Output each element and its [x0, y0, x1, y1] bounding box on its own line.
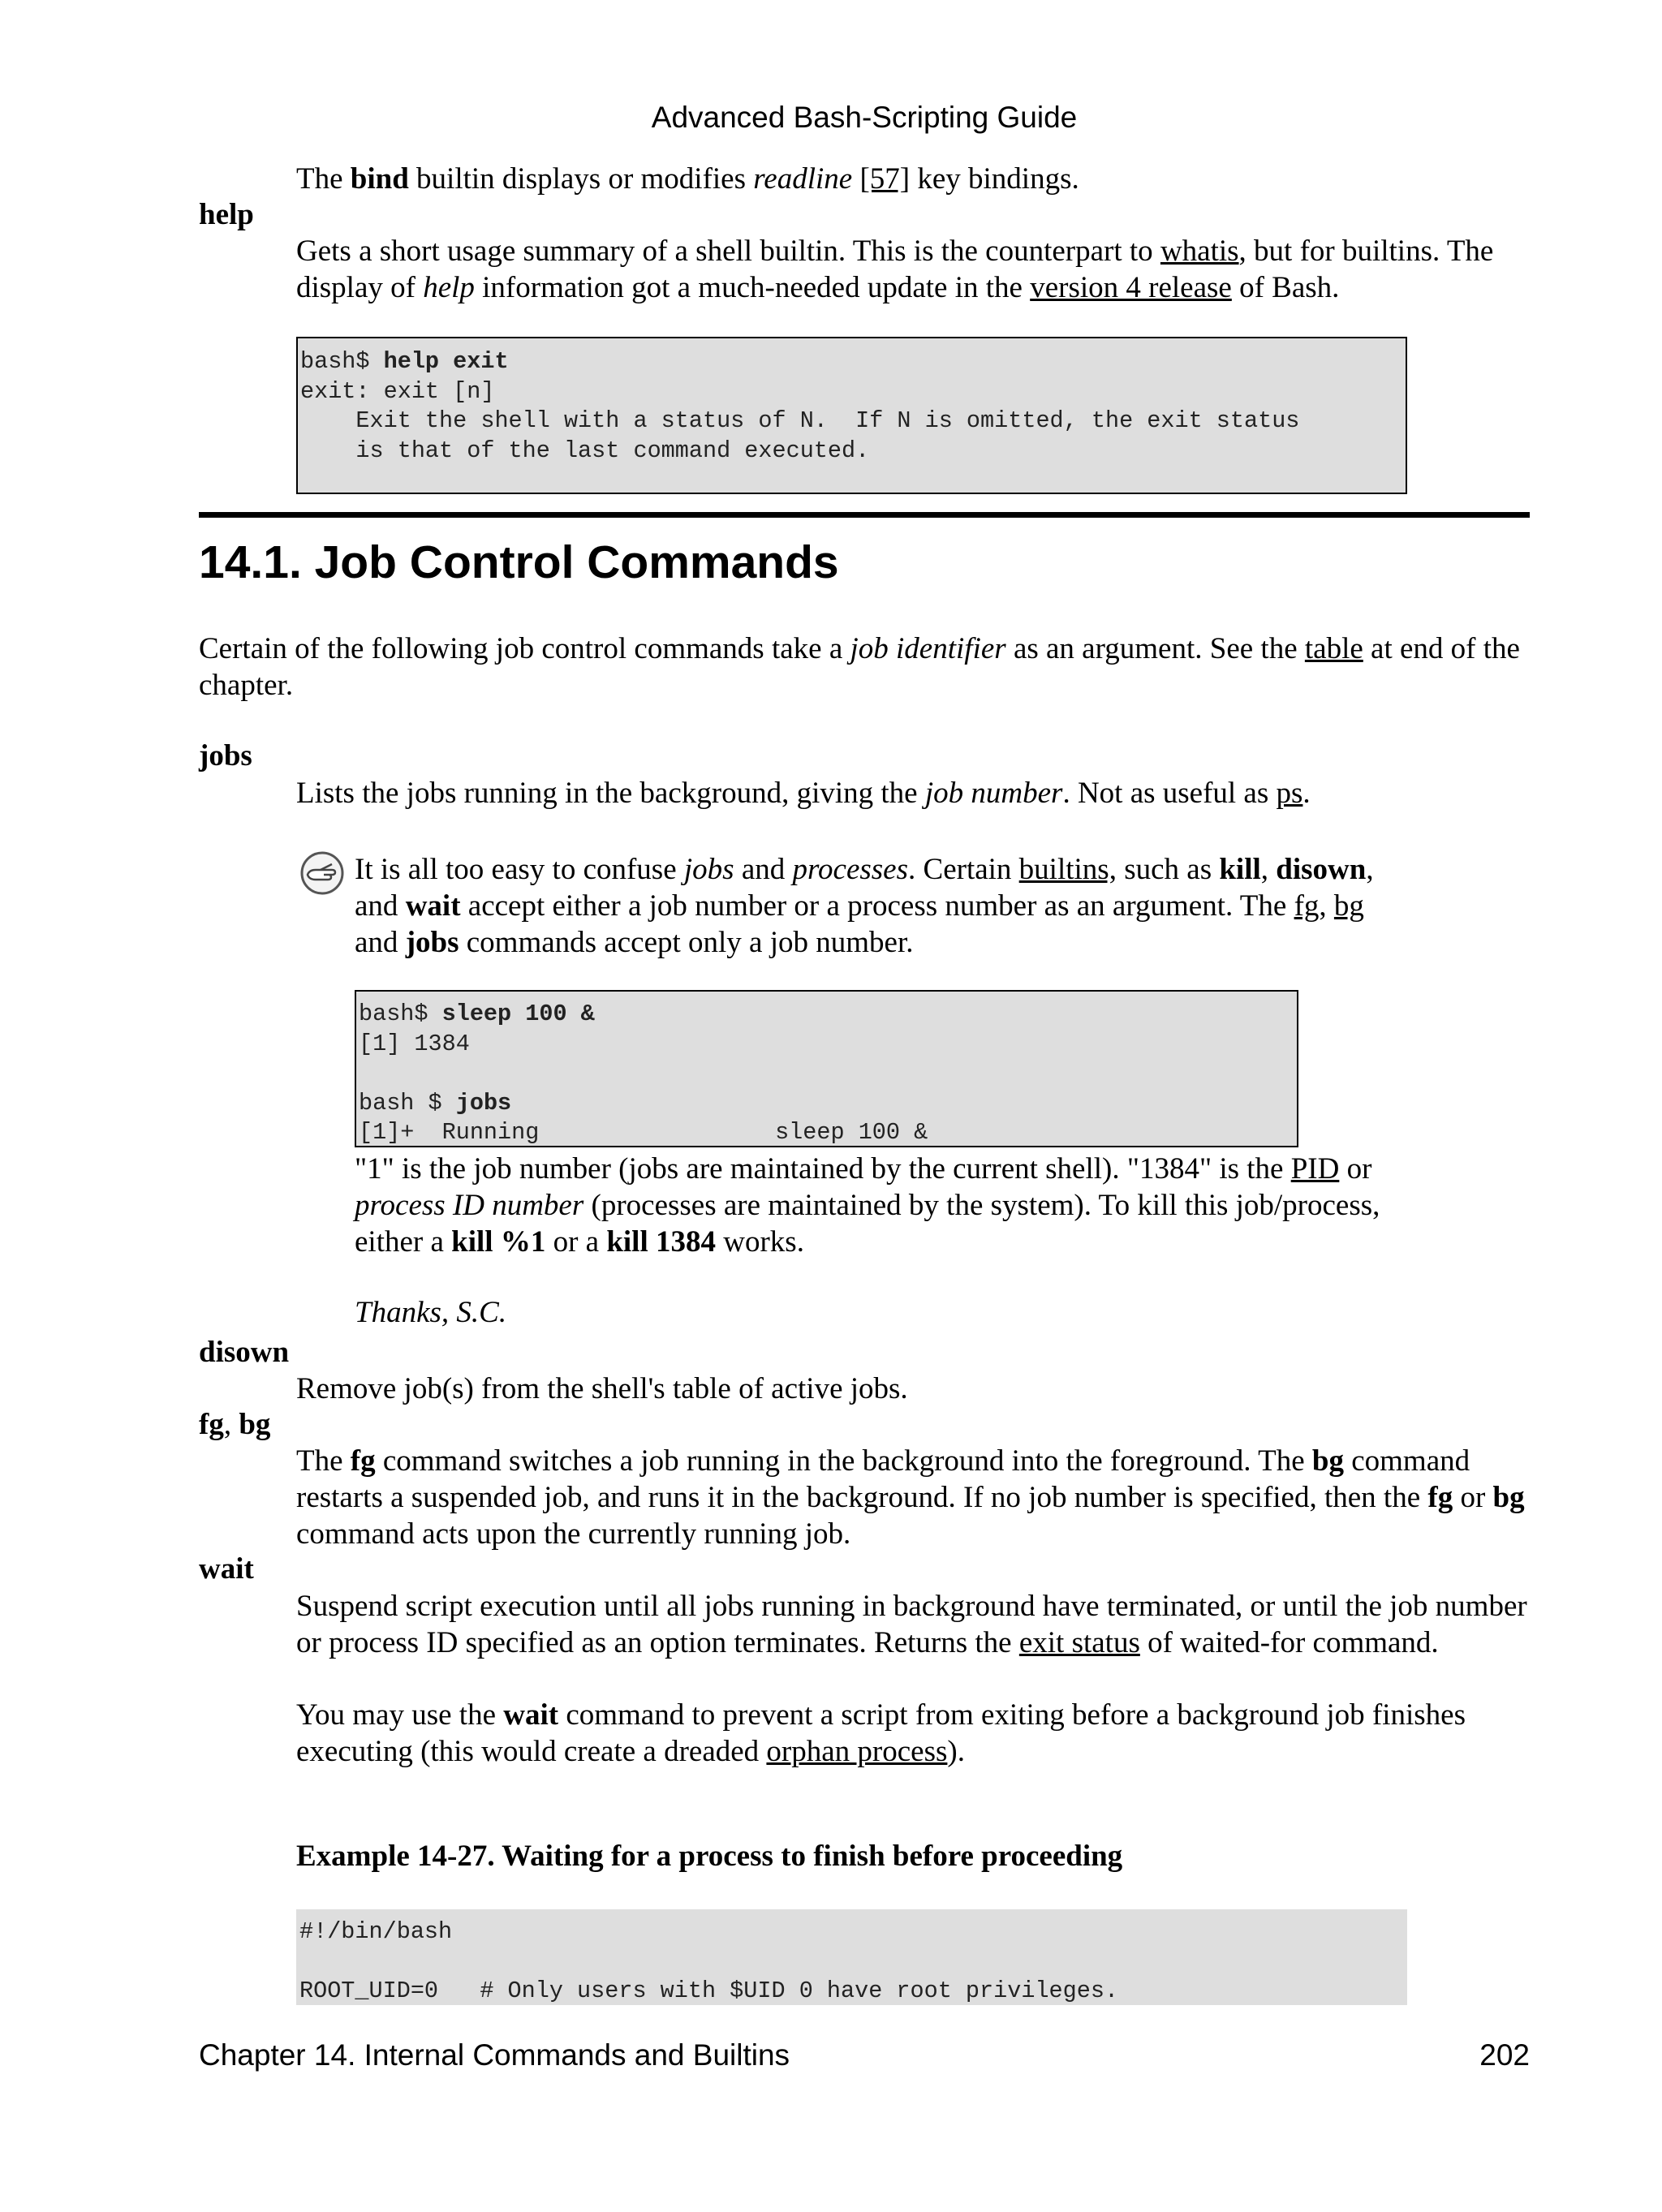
- jobs-description: Lists the jobs running in the background, giving the job number. Not as useful as ps.: [296, 777, 1311, 810]
- term-help: help: [199, 198, 254, 231]
- exit-status-link[interactable]: exit status: [1018, 1626, 1140, 1659]
- note-icon: [299, 850, 345, 896]
- builtins-link[interactable]: builtins,: [1018, 853, 1117, 886]
- bg-link[interactable]: bg: [1333, 889, 1364, 923]
- table-link[interactable]: table: [1304, 632, 1363, 665]
- ps-link[interactable]: ps: [1276, 777, 1303, 810]
- thanks-credit: Thanks, S.C.: [355, 1296, 507, 1329]
- help-description: Gets a short usage summary of a shell builtin. This is the counterpart to whatis, but for builtins. The display of help information got a much-needed update in the version 4 release of Bash.: [296, 235, 1494, 304]
- note-text: It is all too easy to confuse jobs and processes. Certain builtins, such as kill, disown, and wait accept either a job number or a process number as an argument. The fg, bg and jobs commands accept only a job number.: [355, 853, 1374, 959]
- bind-paragraph: The bind builtin displays or modifies readline [57] key bindings.: [296, 162, 1079, 196]
- intro-paragraph: Certain of the following job control commands take a job identifier as an argument. See the table at end of the chapter.: [199, 632, 1520, 702]
- version-4-release-link[interactable]: version 4 release: [1030, 271, 1232, 304]
- page-number: 202: [1479, 2038, 1530, 2072]
- pid-link[interactable]: PID: [1290, 1152, 1340, 1186]
- help-exit-code-block: bash$ help exit exit: exit [n] Exit the shell with a status of N. If N is omitted, the exit status is that of the last command executed.: [296, 337, 1407, 494]
- term-jobs: jobs: [199, 739, 252, 772]
- orphan-process-link[interactable]: orphan process: [766, 1735, 948, 1768]
- example-title: Example 14-27. Waiting for a process to finish before proceeding: [296, 1840, 1123, 1873]
- wait-usage-paragraph: You may use the wait command to prevent a script from exiting before a background job finishes executing (this would create a dreaded orphan process).: [296, 1698, 1466, 1768]
- fg-link[interactable]: fg: [1294, 889, 1320, 923]
- section-title: 14.1. Job Control Commands: [199, 536, 839, 588]
- term-fg-bg: fg, bg: [199, 1408, 271, 1441]
- fg-bg-description: The fg command switches a job running in the background into the foreground. The bg command restarts a suspended job, and runs it in the background. If no job number is specified, then the fg or bg command acts upon the currently running job.: [296, 1444, 1525, 1551]
- footer-chapter: Chapter 14. Internal Commands and Builtins: [199, 2038, 790, 2072]
- wait-description: Suspend script execution until all jobs running in background have terminated, or until the job number or process ID specified as an option terminates. Returns the exit status of waited-for command.: [296, 1590, 1527, 1659]
- running-header: Advanced Bash-Scripting Guide: [651, 101, 1078, 134]
- example-code-listing: #!/bin/bash ROOT_UID=0 # Only users with $UID 0 have root privileges.: [296, 1909, 1407, 2005]
- jobs-code-block: bash$ sleep 100 & [1] 1384 bash $ jobs [1]+ Running sleep 100 &: [355, 990, 1298, 1147]
- job-number-explanation: "1" is the job number (jobs are maintained by the current shell). "1384" is the PID or process ID number (processes are maintained by the system). To kill this job/process, either a kill %1 or a kill 1384 works.: [355, 1152, 1380, 1259]
- footnote-57-link[interactable]: [57]: [859, 162, 911, 196]
- whatis-link[interactable]: whatis: [1160, 235, 1239, 268]
- section-rule: [199, 512, 1530, 518]
- term-wait: wait: [199, 1552, 254, 1586]
- disown-description: Remove job(s) from the shell's table of active jobs.: [296, 1372, 908, 1405]
- term-disown: disown: [199, 1336, 290, 1369]
